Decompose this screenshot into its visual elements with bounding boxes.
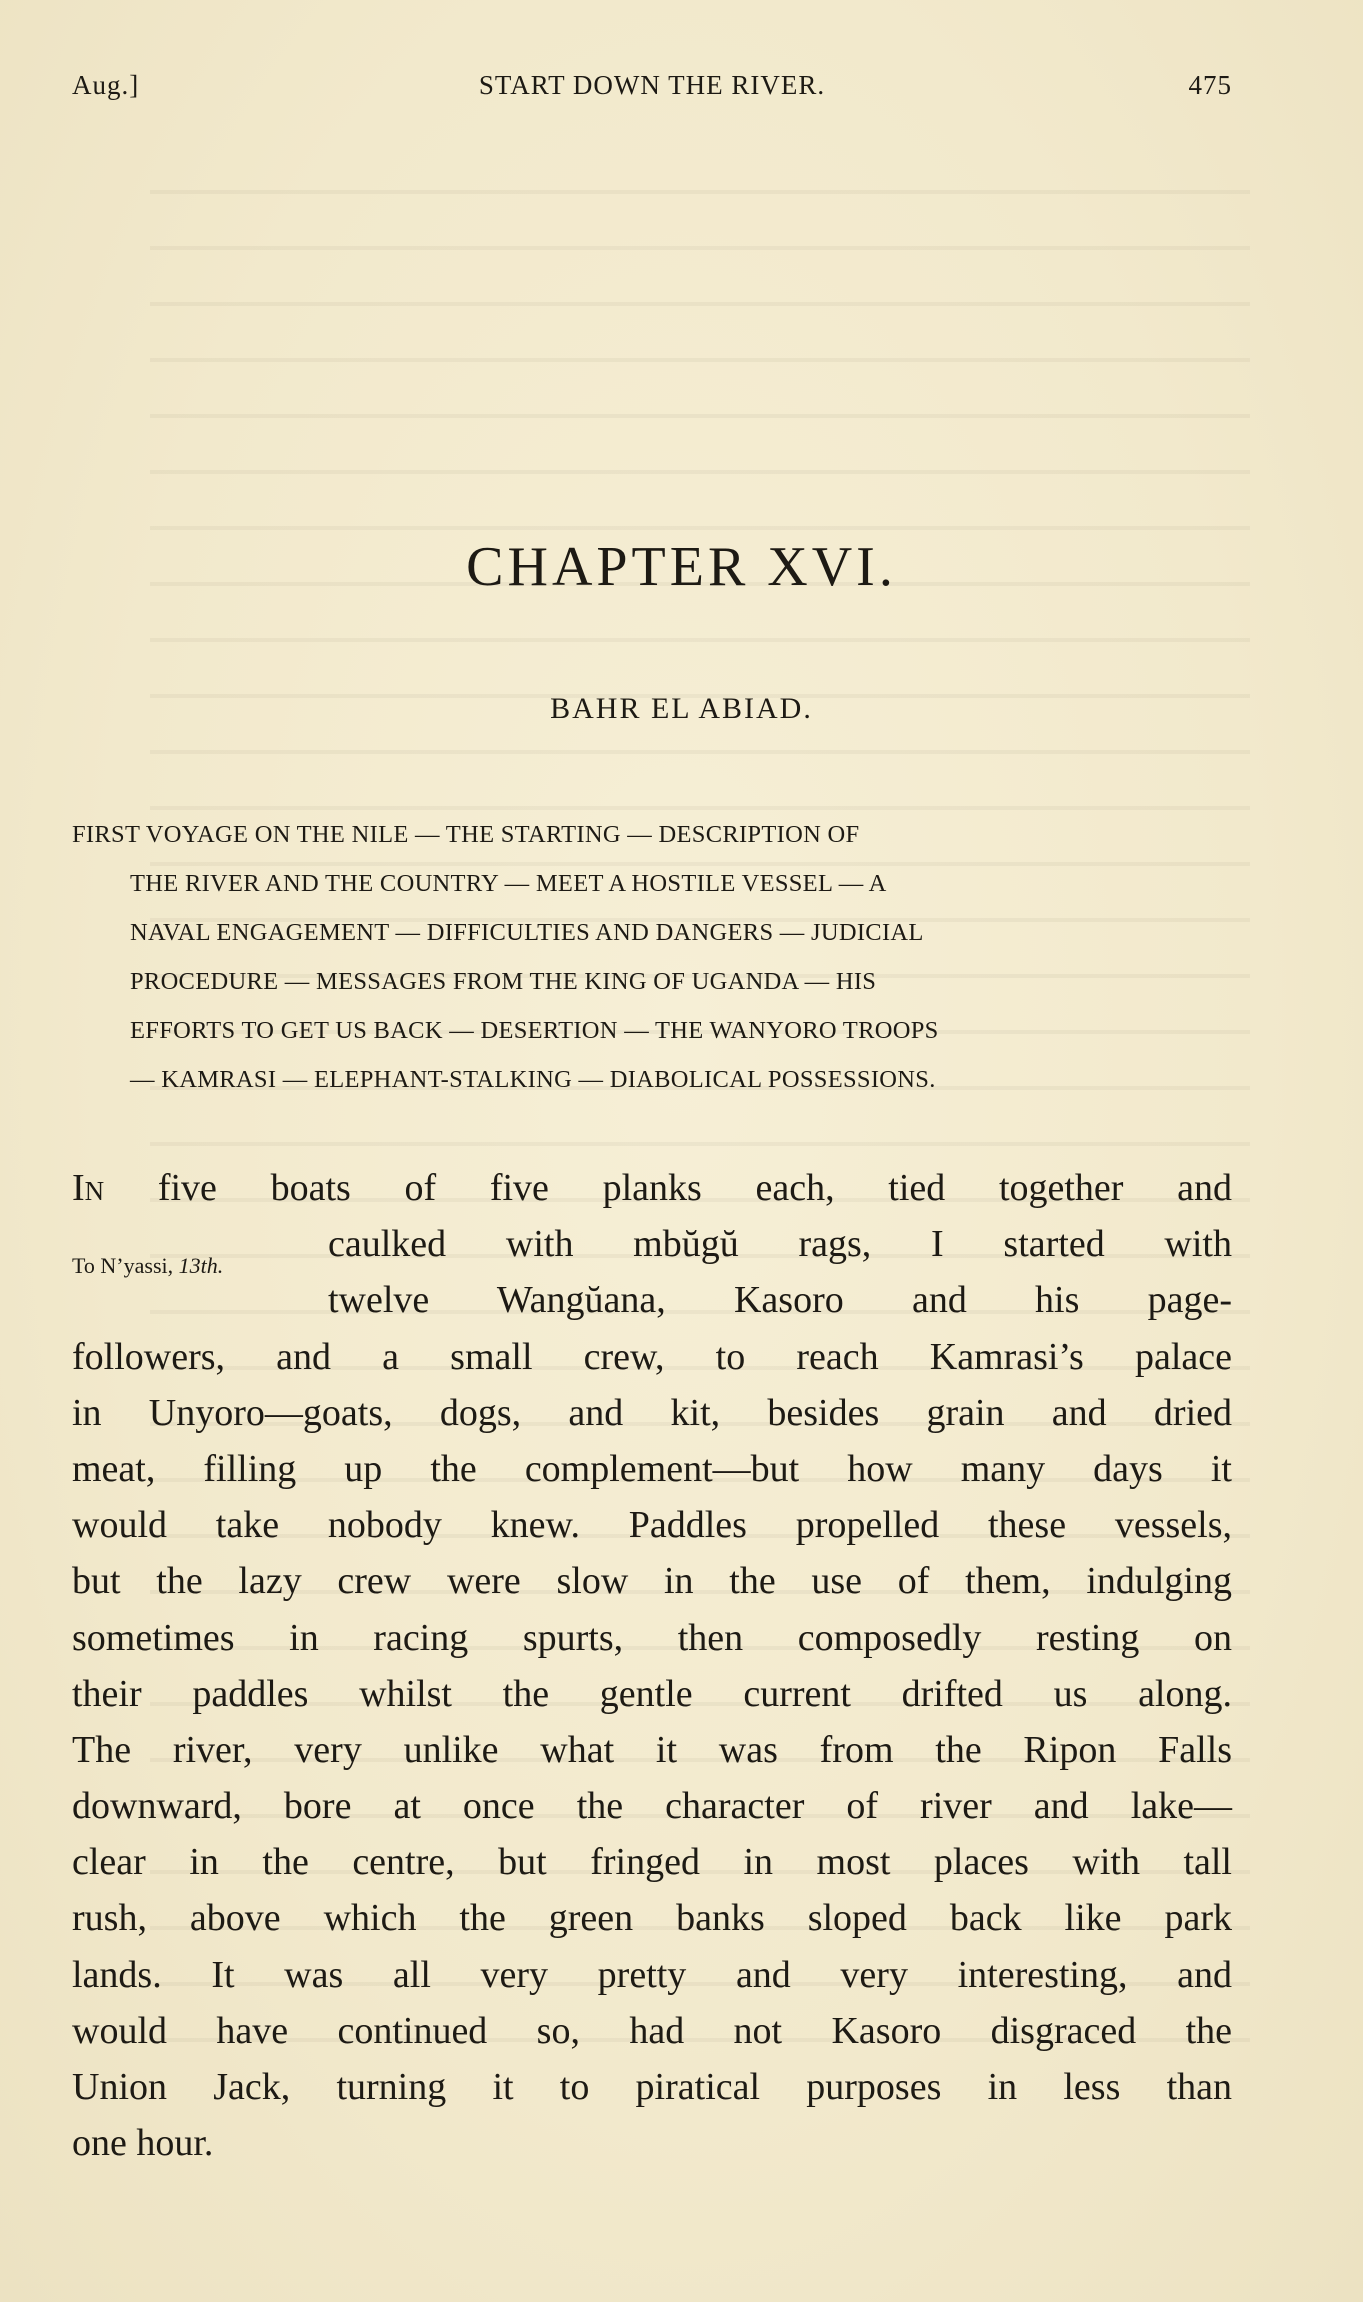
chapter-subtitle: BAHR EL ABIAD. — [550, 692, 813, 725]
synopsis-line: PROCEDURE — MESSAGES FROM THE KING OF UGANDA — HIS — [130, 968, 877, 995]
body-paragraph — [72, 1160, 1232, 2171]
margin-note-date: 13th. — [178, 1253, 224, 1278]
body-line: but the lazy crew were slow in the use of them, indulging — [72, 1560, 1232, 1603]
drop-word: In — [72, 1167, 105, 1209]
body-line-text: five boats of five planks each, tied together and — [104, 1167, 1232, 1209]
synopsis-line: NAVAL ENGAGEMENT — DIFFICULTIES AND DANGERS — JUDICIAL — [130, 919, 924, 946]
body-line: The river, very unlike what it was from the Ripon Falls — [72, 1728, 1232, 1771]
running-head-title: START DOWN THE RIVER. — [478, 70, 826, 100]
body-line: clear in the centre, but fringed in most places with tall — [72, 1841, 1232, 1884]
chapter-synopsis — [72, 810, 1232, 1104]
running-head — [72, 70, 1232, 110]
body-line: one hour. — [72, 2122, 214, 2165]
body-line: would take nobody knew. Paddles propelled these vessels, — [72, 1504, 1232, 1547]
body-line: lands. It was all very pretty and very interesting, and — [72, 1953, 1232, 1996]
body-line: would have continued so, had not Kasoro disgraced the — [72, 2009, 1232, 2052]
running-head-month: Aug.] — [72, 70, 140, 100]
body-line: in Unyoro—goats, dogs, and kit, besides grain and dried — [72, 1391, 1232, 1434]
body-line: followers, and a small crew, to reach Kamrasi’s palace — [72, 1335, 1232, 1378]
body-line: their paddles whilst the gentle current drifted us along. — [72, 1672, 1232, 1715]
body-line: twelve Wangŭana, Kasoro and his page- — [328, 1279, 1232, 1322]
synopsis-line: EFFORTS TO GET US BACK — DESERTION — THE WANYORO TROOPS — [130, 1017, 939, 1044]
chapter-title: CHAPTER XVI. — [466, 536, 897, 598]
margin-note-place: To N’yassi, — [72, 1253, 174, 1278]
body-line: caulked with mbŭgŭ rags, I started with — [328, 1223, 1232, 1266]
synopsis-line: FIRST VOYAGE ON THE NILE — THE STARTING — DESCRIPTION OF — [72, 821, 860, 848]
body-line: Union Jack, turning it to piratical purposes in less than — [72, 2066, 1232, 2108]
body-line: downward, bore at once the character of river and lake— — [72, 1785, 1232, 1828]
body-line — [72, 1160, 1232, 1216]
body-line: meat, filling up the complement—but how many days it — [72, 1447, 1232, 1490]
synopsis-line: — KAMRASI — ELEPHANT-STALKING — DIABOLICAL POSSESSIONS. — [130, 1066, 936, 1093]
synopsis-line: THE RIVER AND THE COUNTRY — MEET A HOSTILE VESSEL — A — [130, 870, 887, 897]
body-line: sometimes in racing spurts, then composedly resting on — [72, 1616, 1232, 1659]
body-line: rush, above which the green banks sloped back like park — [72, 1897, 1232, 1940]
page-number: 475 — [1188, 70, 1232, 100]
